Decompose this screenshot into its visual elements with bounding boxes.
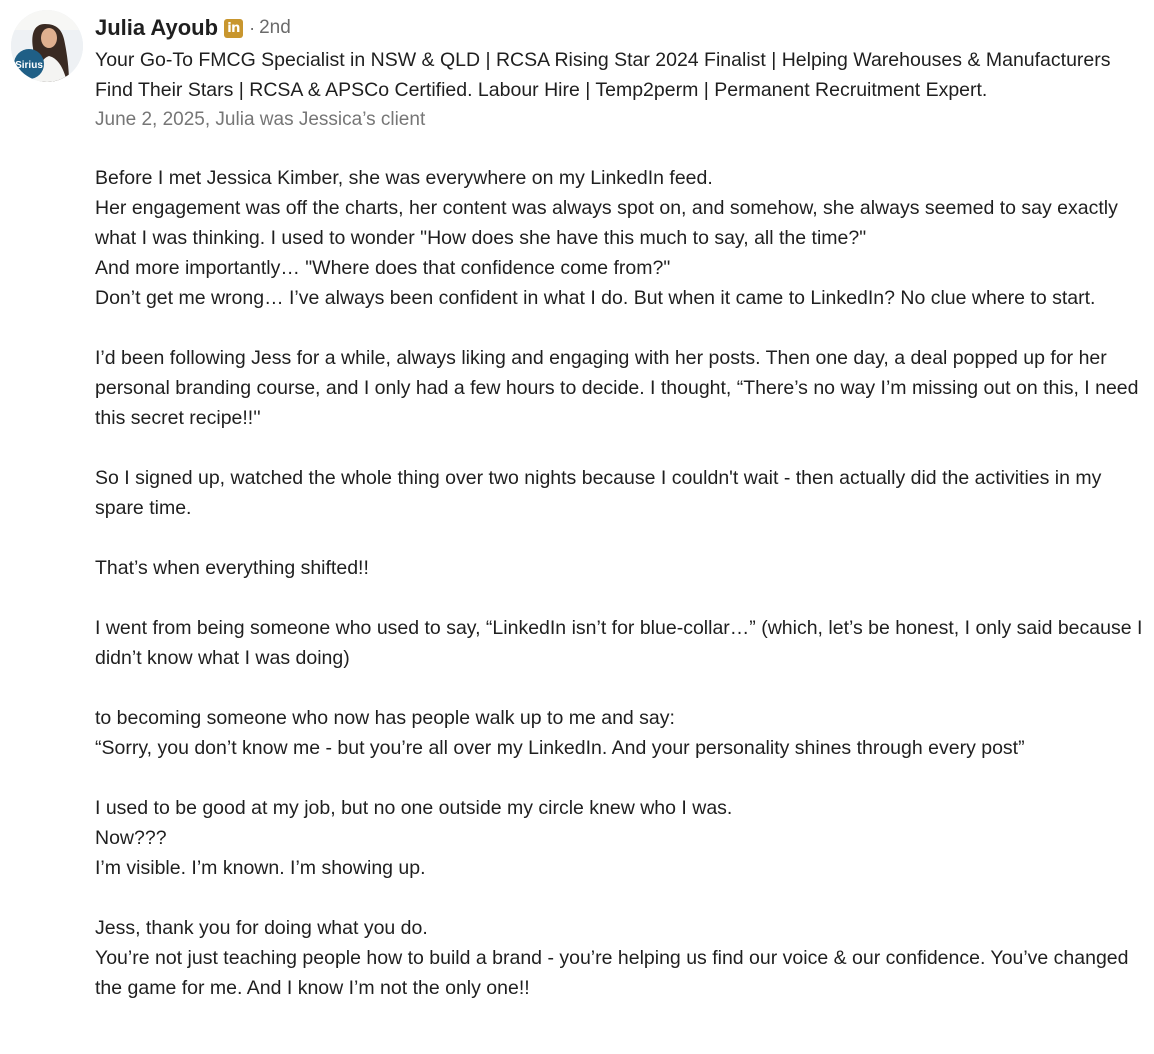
text-line: Before I met Jessica Kimber, she was everywhere on my LinkedIn feed. xyxy=(95,167,713,189)
text-line: You’re not just teaching people how to build a brand - you’re helping us find our voice & our confidence. You’ve changed the game for me. And I know I’m not the only one!! xyxy=(95,947,1134,999)
sirius-logo-text: Sirius xyxy=(15,60,43,71)
recommendation-content xyxy=(95,11,1150,1003)
text-line: I’m visible. I’m known. I’m showing up. xyxy=(95,857,426,879)
blank-line xyxy=(95,313,1150,343)
text-line: “Sorry, you don’t know me - but you’re all over my LinkedIn. And your personality shines through every post” xyxy=(95,737,1025,759)
text-line: And more importantly… "Where does that confidence come from?" xyxy=(95,257,671,279)
author-name[interactable]: Julia Ayoub xyxy=(95,15,219,40)
linkedin-premium-icon: in xyxy=(224,19,243,38)
blank-line xyxy=(95,763,1150,793)
text-line: I’d been following Jess for a while, always liking and engaging with her posts. Then one day, a deal popped up for her personal branding course, and I only had a few hours to decide. I thought, “There’s no way I’m missing out on this, I need this secret recipe!!'' xyxy=(95,347,1144,429)
text-line: So I signed up, watched the whole thing over two nights because I couldn't wait - then actually did the activities in my spare time. xyxy=(95,467,1107,519)
recommendation-text xyxy=(95,163,1150,1003)
author-headline: Your Go-To FMCG Specialist in NSW & QLD | RCSA Rising Star 2024 Finalist | Helping Warehouses & Manufacturers Find Their Stars | RCSA & APSCo Certified. Labour Hire | Temp2perm | Permanent Recruitment Expert. xyxy=(95,49,1111,101)
blank-line xyxy=(95,433,1150,463)
avatar[interactable] xyxy=(11,10,83,82)
text-line: Now??? xyxy=(95,827,167,849)
connection-degree: 2nd xyxy=(259,17,291,38)
text-line: I went from being someone who used to say, “LinkedIn isn’t for blue-collar…” (which, let’s be honest, I only said because I didn’t know what I was doing) xyxy=(95,617,1148,669)
text-line: Jess, thank you for doing what you do. xyxy=(95,917,428,939)
blank-line xyxy=(95,883,1150,913)
text-line: Don’t get me wrong… I’ve always been confident in what I do. But when it came to LinkedIn? No clue where to start. xyxy=(95,287,1096,309)
text-line: I used to be good at my job, but no one outside my circle knew who I was. xyxy=(95,797,733,819)
blank-line xyxy=(95,583,1150,613)
blank-line xyxy=(95,673,1150,703)
profile-photo xyxy=(11,10,83,82)
separator-dot: · xyxy=(249,17,256,38)
blank-line xyxy=(95,523,1150,553)
author-row xyxy=(95,11,1150,45)
text-line: That’s when everything shifted!! xyxy=(95,557,369,579)
text-line: to becoming someone who now has people walk up to me and say: xyxy=(95,707,675,729)
text-line: Her engagement was off the charts, her content was always spot on, and somehow, she always seemed to say exactly what I was thinking. I used to wonder "How does she have this much to say, all the time?" xyxy=(95,197,1124,249)
recommendation-meta: June 2, 2025, Julia was Jessica’s client xyxy=(95,109,426,130)
